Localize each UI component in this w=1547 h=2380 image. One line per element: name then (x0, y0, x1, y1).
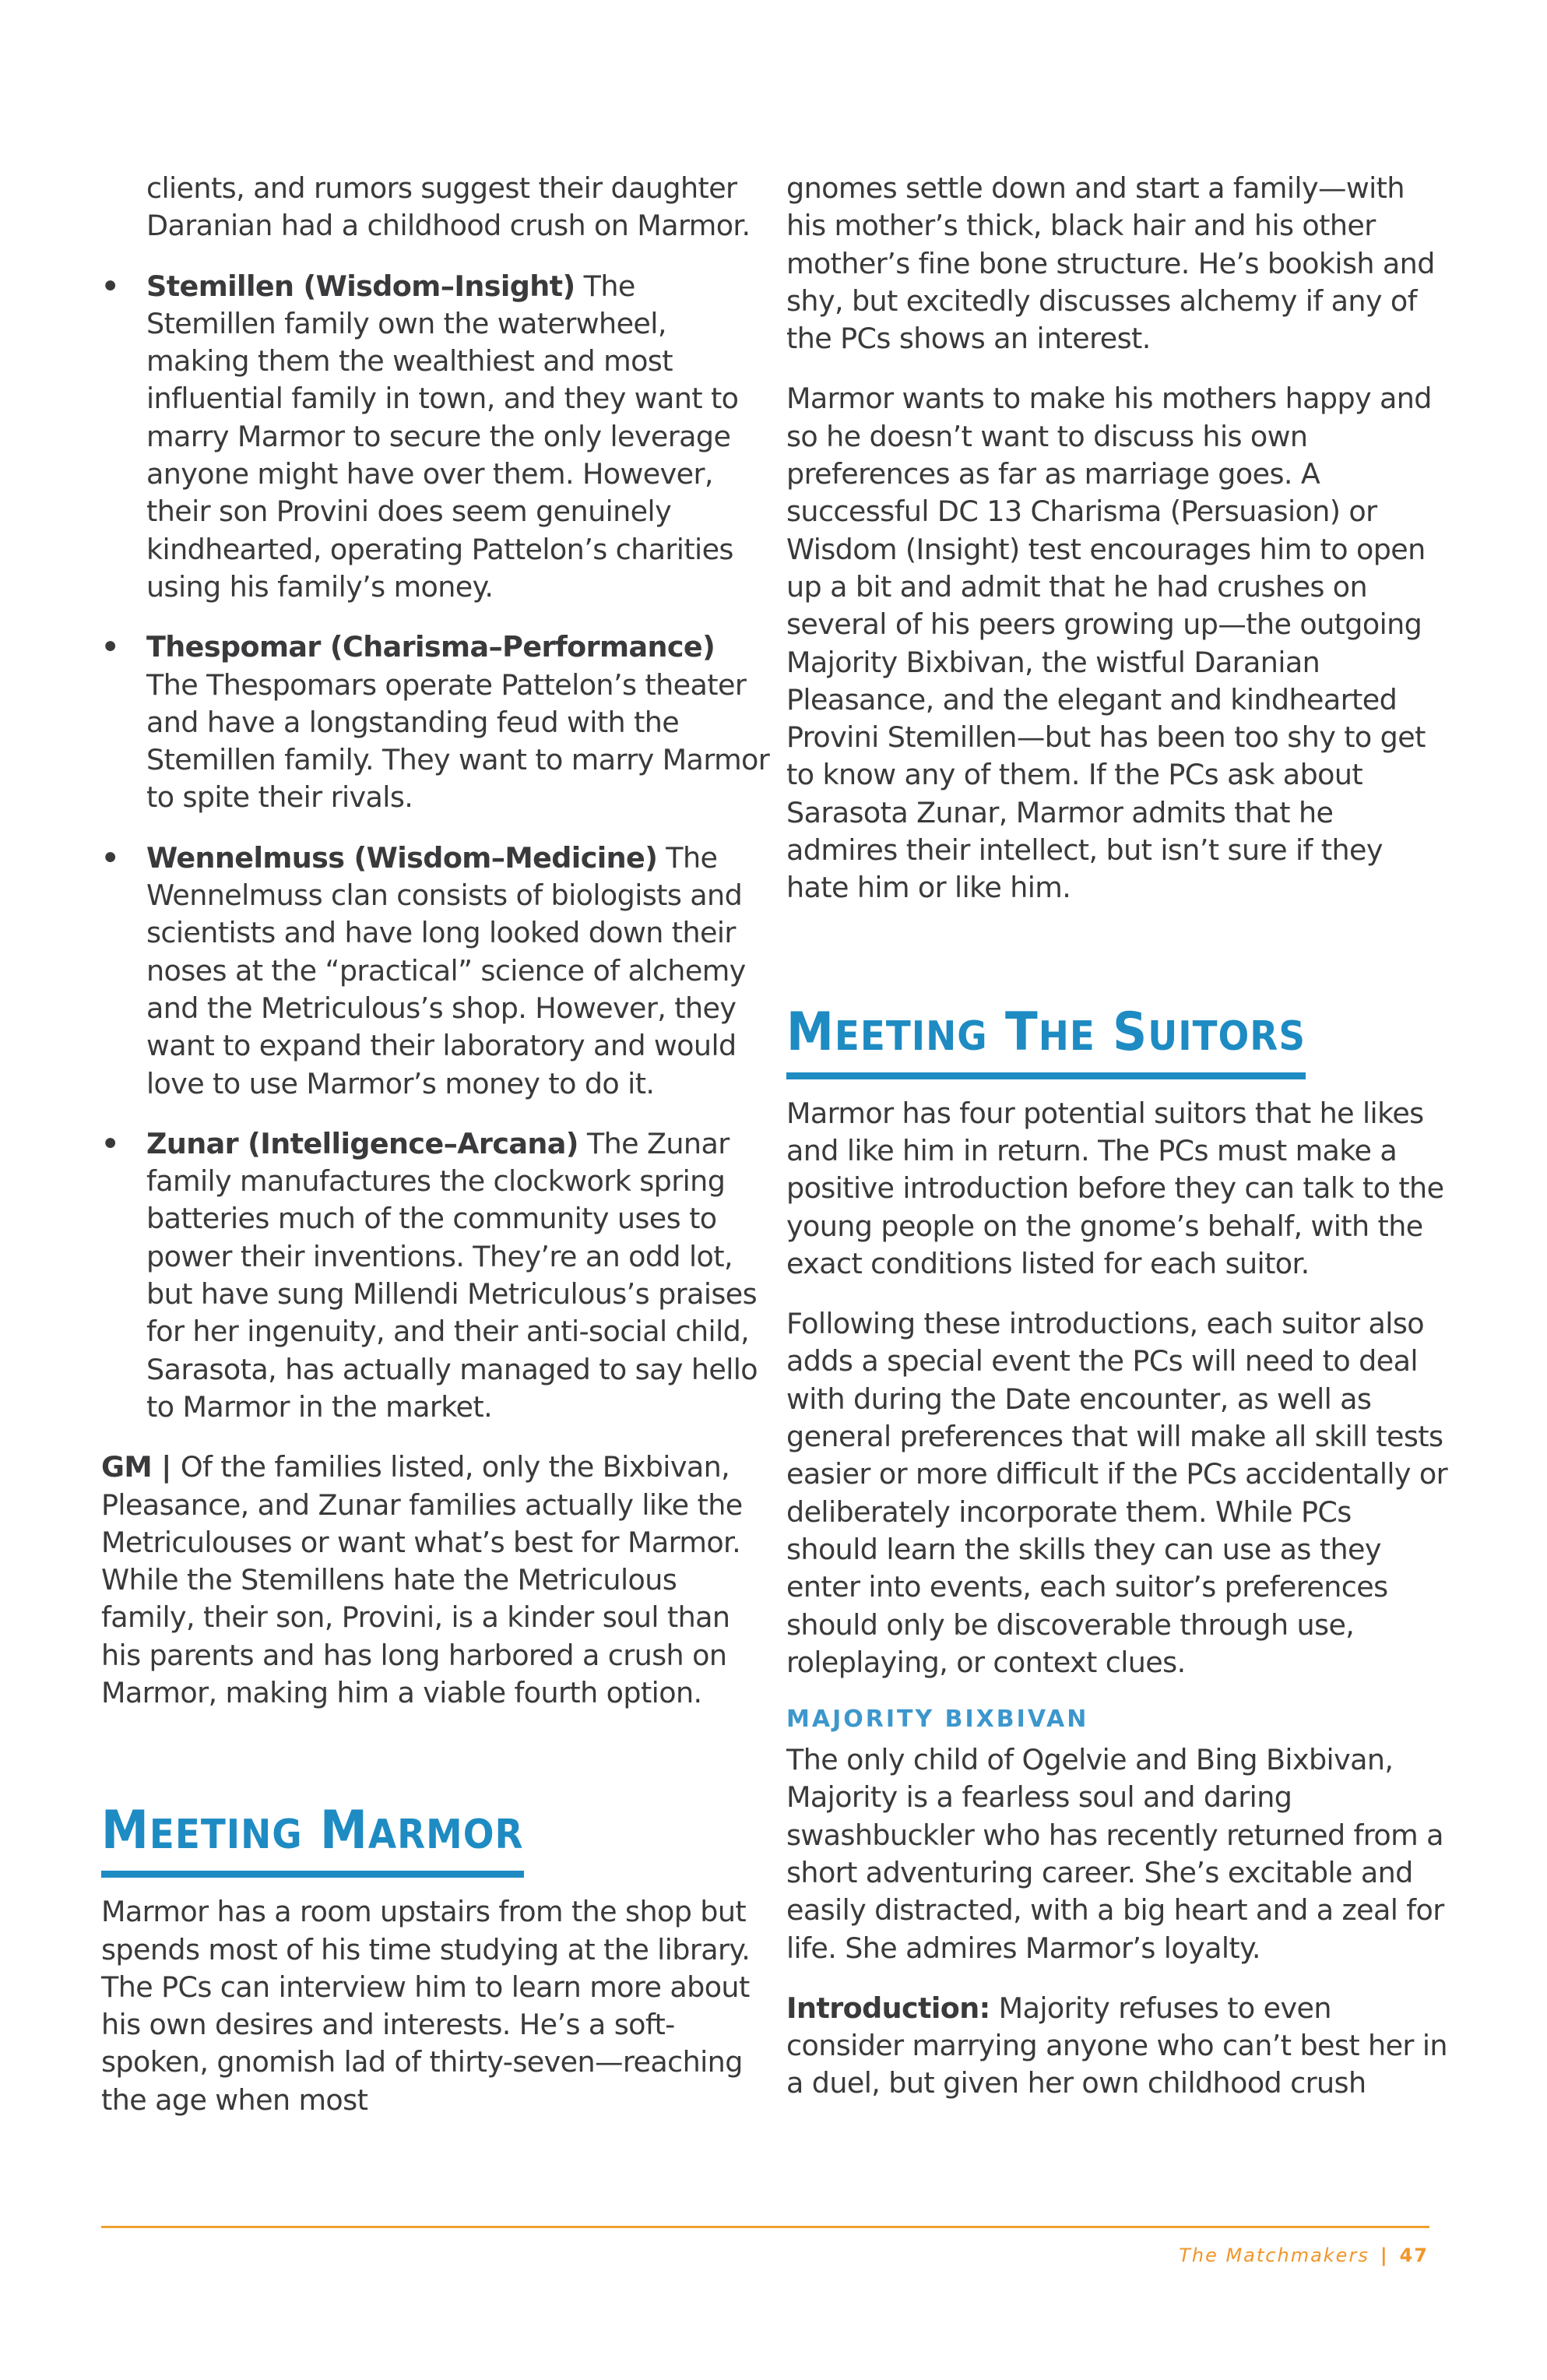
page-number: 47 (1399, 2244, 1429, 2266)
intro-continuation: clients, and rumors suggest their daughter Daranian had a childhood crush on Marmor. (146, 171, 751, 243)
majority-description: The only child of Ogelvie and Bing Bixbivan, Majority is a fearless soul and daring swashbuckler who has recently returned from a short adventuring career. She’s excitable and easily distracted, with a big heart and a zeal for life. She admires Marmor’s loyalty. (786, 1743, 1444, 1965)
family-description: The Wennelmuss clan consists of biologists and scientists and have long looked down their noses at the “practical” science of alchemy and the Metriculous’s shop. However, they want to expand their laboratory and would love to use Marmor’s money to do it. (146, 840, 746, 1100)
family-name: Stemillen (Wisdom–Insight) (146, 269, 575, 303)
suitors-para-2: Following these introductions, each suitor also adds a special event the PCs will need to deal with during the Date encounter, as well as general preferences that will make all skill tests easier or more difficult if the PCs accidentally or deliberately incorporate them. While PCs should learn the skills they can use as they enter into events, each suitor’s preferences should only be discoverable through use, roleplaying, or context clues. (786, 1307, 1448, 1679)
introduction-text: Majority refuses to even consider marrying anyone who can’t best her in a duel, but given her own childhood crush (786, 1991, 1447, 2100)
heading-meeting-suitors: MEETING THE SUITORS (786, 1001, 1306, 1063)
family-name: Zunar (Intelligence–Arcana) (146, 1126, 578, 1160)
left-column (101, 170, 771, 2142)
family-item-stemillen (101, 268, 771, 607)
family-list (101, 268, 771, 1427)
introduction-label: Introduction: (786, 1991, 990, 2025)
footer-separator: | (1380, 2244, 1389, 2266)
gm-note-text: Of the families listed, only the Bixbivan, Pleasance, and Zunar families actually like the Metriculouses or want what’s best for Marmor. While the Stemillens hate the Metriculous family, their son, Provini, is a kinder soul than his parents and has long harbored a crush on Marmor, making him a viable fourth option. (101, 1450, 743, 1709)
family-description: The Zunar family manufactures the clockwork spring batteries much of the community uses to power their inventions. They’re an odd lot, but have sung Millendi Metriculous’s praises for her ingenuity, and their anti-social child, Sarasota, has actually managed to say hello to Marmor in the market. (146, 1126, 758, 1424)
bullet-icon: • (101, 269, 119, 303)
gm-separator: | (161, 1450, 171, 1484)
bullet-icon: • (101, 1126, 119, 1160)
bullet-icon: • (101, 630, 119, 664)
gm-label: GM (101, 1450, 153, 1484)
family-item-wennelmuss (101, 840, 771, 1103)
footer-book-title: The Matchmakers (1179, 2244, 1369, 2266)
right-continuation: gnomes settle down and start a family—with his mother’s thick, black hair and his other mother’s fine bone structure. He’s bookish and shy, but excitedly discusses alchemy if any of the PCs shows an interest. (786, 171, 1435, 356)
heading-meeting-suitors-wrap (786, 1002, 1306, 1079)
gm-note (101, 1449, 771, 1712)
family-description: The Stemillen family own the waterwheel, making them the wealthiest and most influential family in town, and they want to marry Marmor to secure the only leverage anyone might have over them. However, their son Provini does seem genuinely kindhearted, operating Pattelon’s charities using his family’s money. (146, 269, 739, 604)
family-description: The Thespomars operate Pattelon’s theater and have a longstanding feud with the Stemillen family. They want to marry Marmor to spite their rivals. (146, 667, 770, 815)
heading-meeting-marmor-wrap (101, 1800, 524, 1878)
suitors-para-1: Marmor has four potential suitors that he likes and like him in return. The PCs must make a positive introduction before they can talk to the young people on the gnome’s behalf, with the exact conditions listed for each suitor. (786, 1096, 1444, 1280)
family-name: Thespomar (Charisma–Performance) (146, 630, 715, 664)
family-item-thespomar (101, 628, 771, 816)
footer-divider (101, 2226, 1429, 2228)
marmor-wants-text: Marmor wants to make his mothers happy and so he doesn’t want to discuss his own preferences as far as marriage goes. A successful DC 13 Charisma (Persuasion) or Wisdom (Insight) test encourages him to open up a bit and admit that he had crushes on several of his peers growing up—the outgoing Majority Bixbivan, the wistful Daranian Pleasance, and the elegant and kindhearted Provini Stemillen—but has been too shy to get to know any of them. If the PCs ask about Sarasota Zunar, Marmor admits that he admires their intellect, but isn’t sure if they hate him or like him. (786, 382, 1432, 905)
heading-majority-bixbivan: MAJORITY BIXBIVAN (786, 1706, 1089, 1734)
right-column (786, 170, 1448, 2125)
family-item-zunar (101, 1125, 771, 1426)
bullet-icon: • (101, 840, 119, 875)
majority-introduction (786, 1990, 1448, 2103)
heading-meeting-marmor: MEETING MARMOR (101, 1800, 524, 1862)
page-footer (1179, 2244, 1429, 2266)
family-name: Wennelmuss (Wisdom–Medicine) (146, 840, 658, 875)
meeting-marmor-text: Marmor has a room upstairs from the shop but spends most of his time studying at the library. The PCs can interview him to learn more about his own desires and interests. He’s a soft-spoken, gnomish lad of thirty-seven—reaching the age when most (101, 1895, 751, 2117)
